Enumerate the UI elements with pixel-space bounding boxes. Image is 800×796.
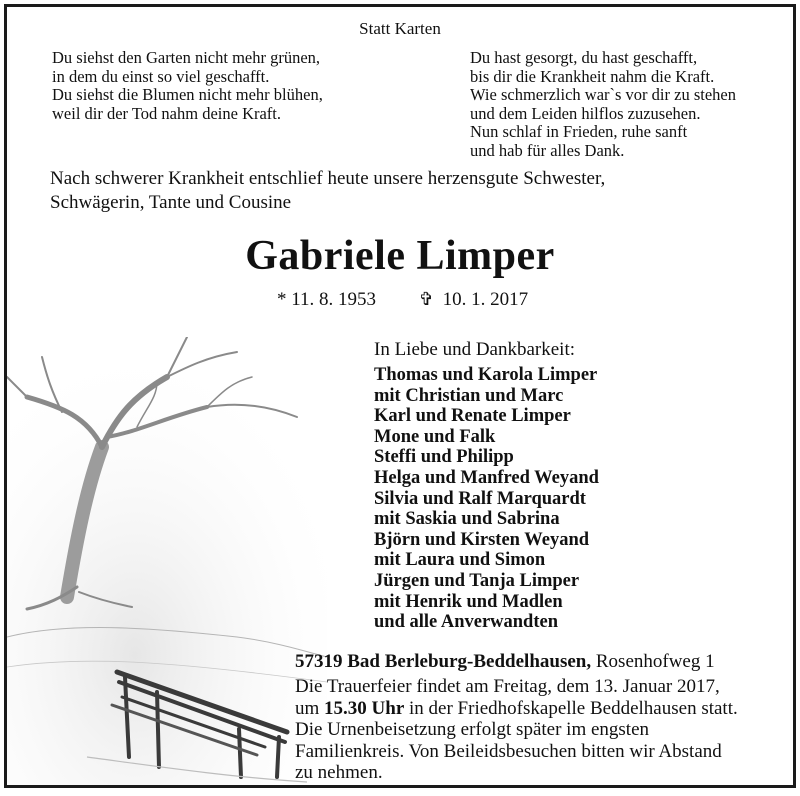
tree-bench-sketch [7,337,327,788]
poem-right [470,49,736,160]
list-item: Karl und Renate Limper [374,406,571,427]
cross-icon: ✞ [418,289,434,309]
list-item: Jürgen und Tanja Limper [374,570,580,591]
list-item: Helga und Manfred Weyand [374,467,599,488]
list-item: mit Christian und Marc [374,385,564,406]
header-statt-karten: Statt Karten [359,19,441,38]
poem-line: und hab für alles Dank. [470,140,625,160]
list-item: Silvia und Ralf Marquardt [374,488,586,509]
poem-line: in dem du einst so viel geschafft. [52,66,270,86]
list-item: Björn und Kirsten Weyand [374,529,590,550]
obituary-notice [4,4,796,788]
address-city: 57319 Bad Berleburg-Beddelhausen, [295,651,592,672]
poem-line: Du siehst den Garten nicht mehr grünen, [52,48,321,67]
poem-line: Wie schmerzlich war`s vor dir zu stehen [470,85,736,104]
poem-line: Nun schlaf in Frieden, ruhe sanft [470,122,688,141]
list-item: mit Saskia und Sabrina [374,509,560,530]
funeral-line: Die Urnenbeisetzung erfolgt später im engsten [295,719,650,741]
death-date: 10. 1. 2017 [442,289,529,310]
funeral-time: 15.30 Uhr [324,697,405,719]
death-date-group [419,289,528,310]
poem-line: Du siehst die Blumen nicht mehr blühen, [52,85,323,104]
funeral-line: Die Trauerfeier findet am Freitag, dem 13. Januar 2017, [295,676,720,697]
intro-line: Nach schwerer Krankheit entschlief heute unsere herzensgute Schwester, [50,168,606,189]
poem-line: und dem Leiden hilflos zuzusehen. [470,103,701,123]
life-dates [277,289,528,311]
poem-line: bis dir die Krankheit nahm die Kraft. [470,66,715,86]
funeral-line: zu nehmen. [295,762,383,784]
funeral-line: Familienkreis. Von Beileidsbesuchen bitten wir Abstand [295,740,722,762]
funeral-details [295,676,738,784]
list-item: und alle Anverwandten [374,612,559,633]
poem-line: weil dir der Tod nahm deine Kraft. [52,103,282,123]
intro-text [50,167,605,215]
poem-left [52,49,323,123]
list-item: Mone und Falk [374,426,496,447]
intro-line: Schwägerin, Tante und Cousine [50,192,292,213]
mourners-list [374,365,599,633]
poem-line: Du hast gesorgt, du hast geschafft, [470,48,698,67]
funeral-text: in der Friedhofskapelle Beddelhausen statt. [409,697,738,719]
thanks-heading: In Liebe und Dankbarkeit: [374,339,576,360]
list-item: mit Laura und Simon [374,550,546,571]
list-item: Steffi und Philipp [374,447,514,468]
list-item: Thomas und Karola Limper [374,365,598,385]
deceased-name: Gabriele Limper [245,233,555,279]
funeral-text: um [295,697,320,719]
list-item: mit Henrik und Madlen [374,591,563,612]
birth-date: * 11. 8. 1953 [277,289,377,310]
address [295,651,715,673]
address-street: Rosenhofweg 1 [595,651,715,672]
funeral-line [295,698,738,720]
